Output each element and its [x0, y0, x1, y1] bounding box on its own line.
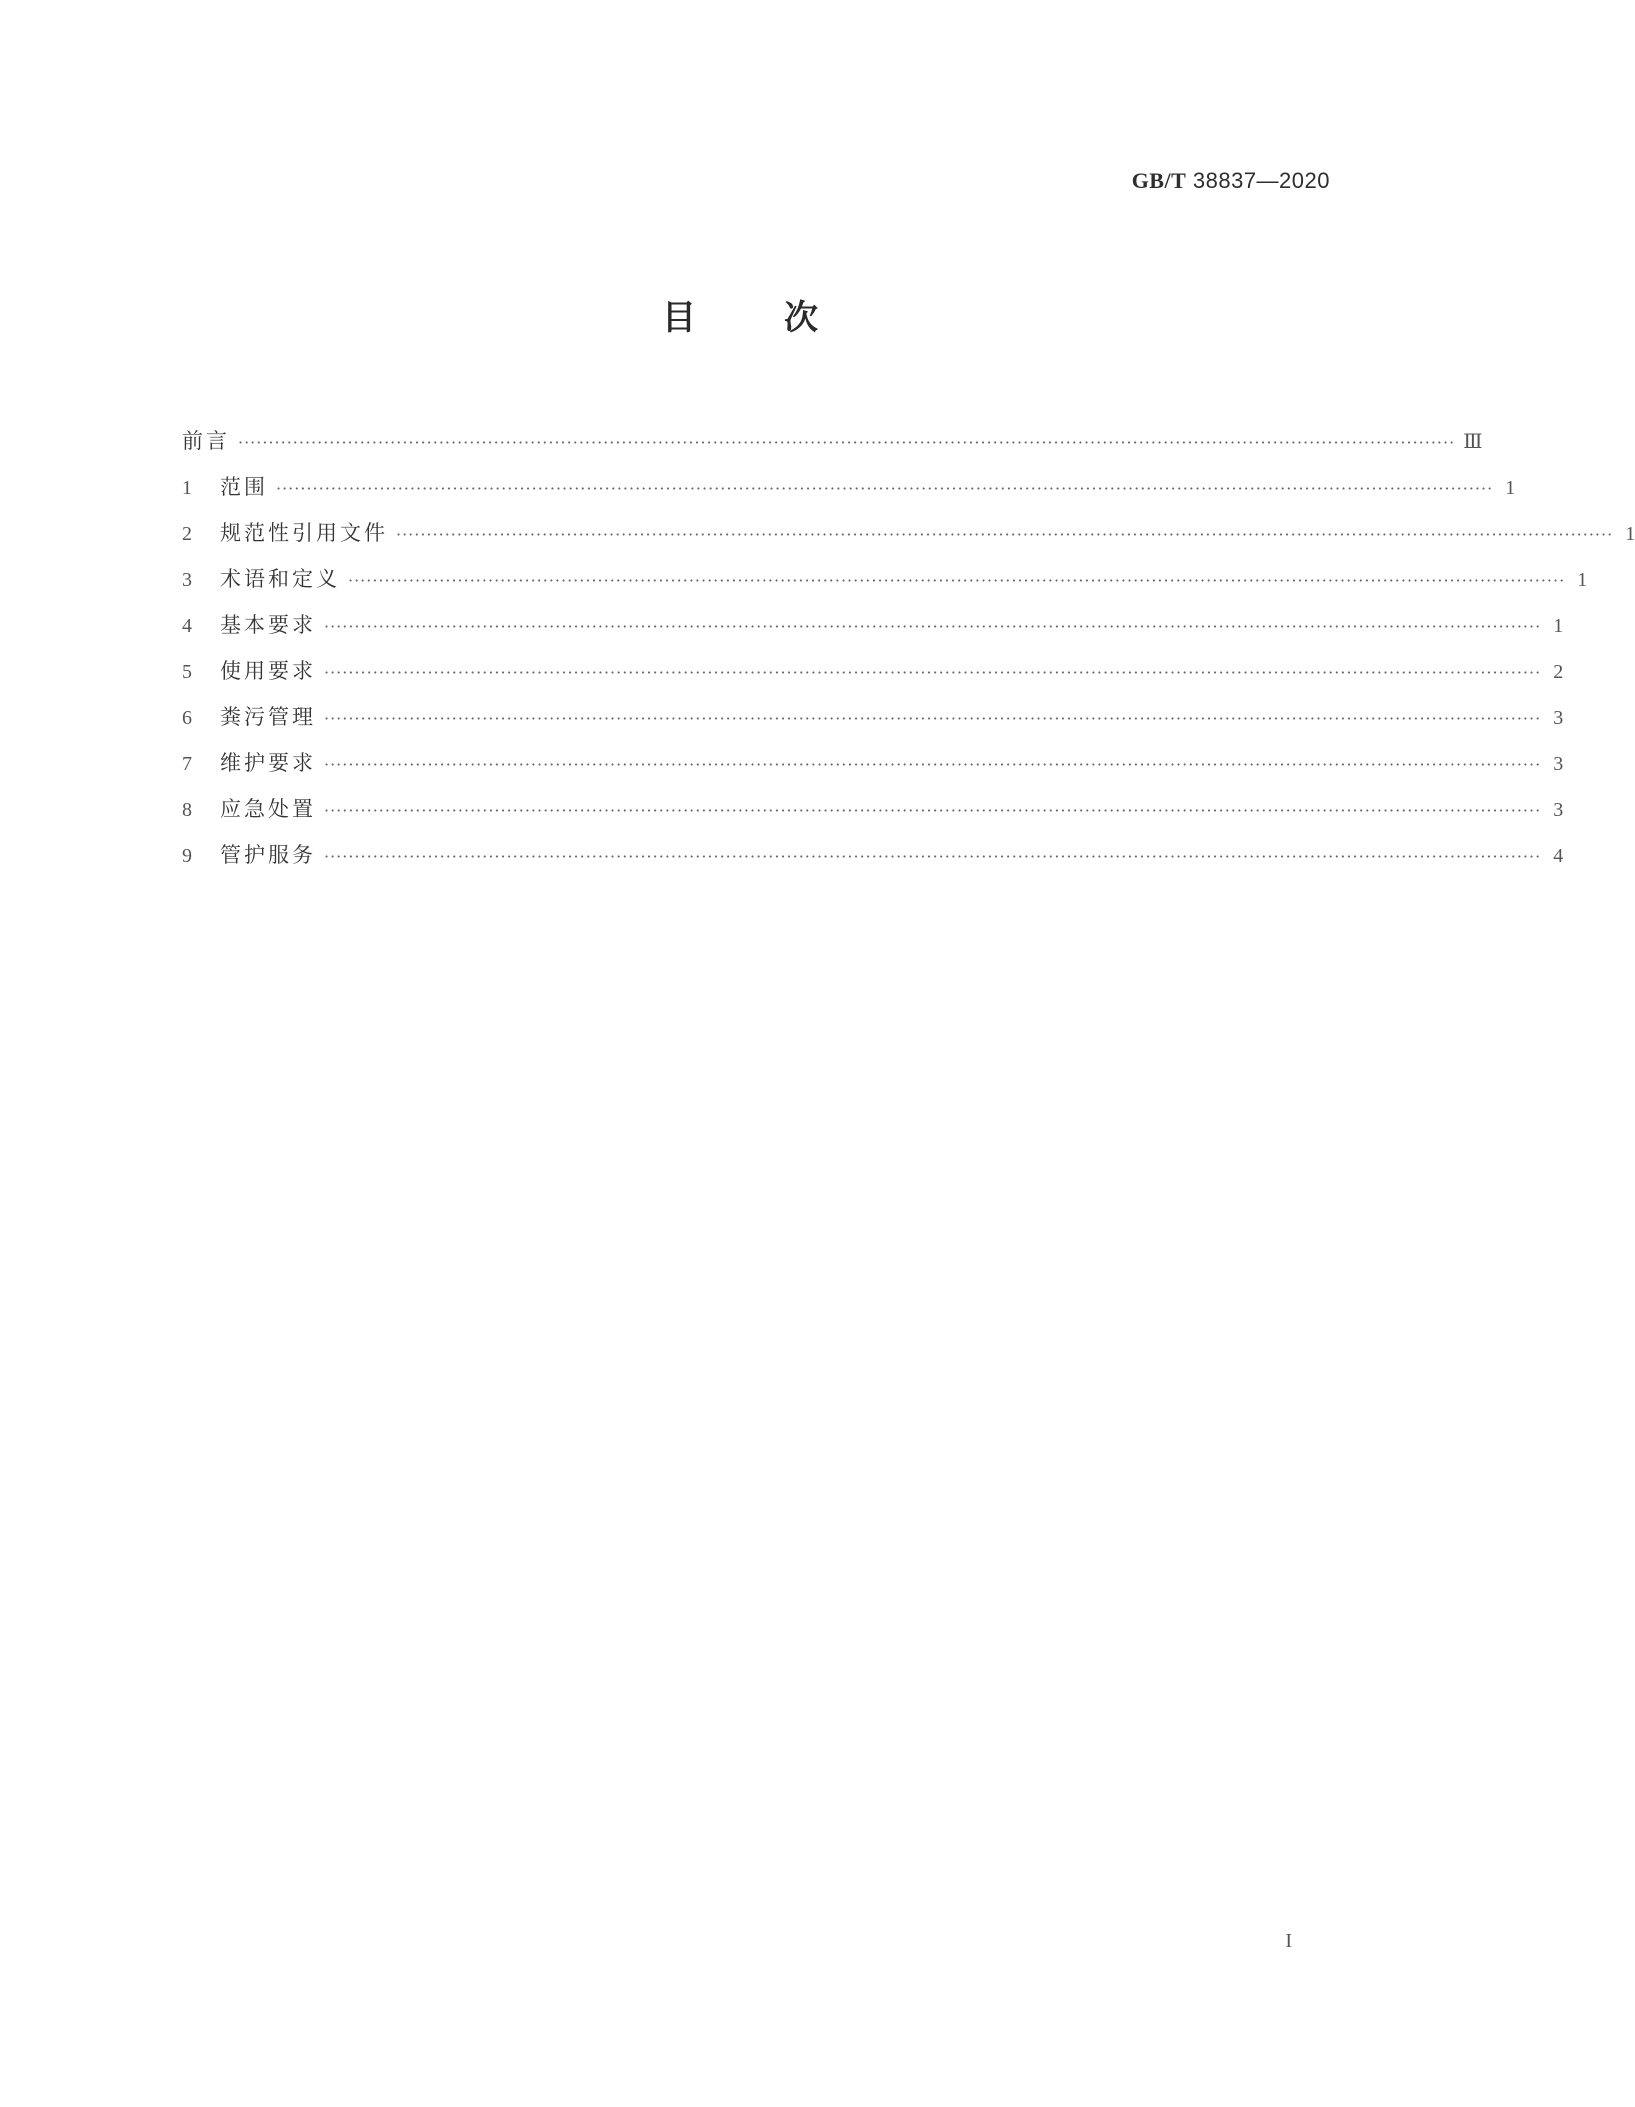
- toc-entry-label: 应急处置: [220, 797, 316, 821]
- toc-entry-waste-management[interactable]: [182, 694, 1564, 740]
- toc-entry-label: 管护服务: [220, 843, 316, 867]
- toc-entry-label: 维护要求: [220, 751, 316, 775]
- toc-leader: ········································································································································································································: [324, 617, 1542, 636]
- toc-entry-page: 3: [1553, 707, 1564, 729]
- toc-entry-foreword[interactable]: [182, 418, 1483, 464]
- standard-code: 38837—2020: [1186, 168, 1330, 193]
- standard-number: [1132, 168, 1330, 194]
- toc-entry-number: 5: [182, 661, 192, 683]
- toc-entry-number: 1: [182, 477, 192, 499]
- toc-leader: ········································································································································································································: [276, 479, 1494, 498]
- toc-leader: ········································································································································································································: [396, 525, 1614, 544]
- toc-entry-number: 9: [182, 845, 192, 867]
- toc-leader: ········································································································································································································: [324, 847, 1542, 866]
- toc-entry-scope[interactable]: [182, 464, 1516, 510]
- toc-entry-number: 6: [182, 707, 192, 729]
- toc-entry-page: 1: [1625, 523, 1635, 545]
- toc-entry-basic-requirements[interactable]: [182, 602, 1564, 648]
- toc-leader: ········································································································································································································: [324, 663, 1542, 682]
- page-title-char-2: 次: [784, 298, 820, 338]
- toc-leader: ········································································································································································································: [348, 571, 1566, 590]
- toc-entry-terms-definitions[interactable]: [182, 556, 1588, 602]
- toc-entry-label: 规范性引用文件: [220, 521, 388, 545]
- toc-entry-page: 3: [1553, 799, 1564, 821]
- toc-entry-management-services[interactable]: [182, 832, 1564, 878]
- toc-entry-page: 4: [1553, 845, 1564, 867]
- table-of-contents: [182, 418, 1635, 878]
- toc-entry-label: 前言: [182, 429, 230, 453]
- toc-entry-label: 基本要求: [220, 613, 316, 637]
- toc-entry-number: 8: [182, 799, 192, 821]
- toc-entry-usage-requirements[interactable]: [182, 648, 1564, 694]
- toc-entry-page: 1: [1577, 569, 1588, 591]
- toc-entry-number: 3: [182, 569, 192, 591]
- toc-entry-page: 3: [1553, 753, 1564, 775]
- toc-entry-number: 7: [182, 753, 192, 775]
- toc-leader: ········································································································································································································: [324, 801, 1542, 820]
- page-number: I: [1285, 1930, 1292, 1952]
- toc-entry-number: 4: [182, 615, 192, 637]
- toc-entry-label: 范围: [220, 475, 268, 499]
- toc-leader: ········································································································································································································: [238, 433, 1456, 452]
- standard-prefix: GB/T: [1131, 168, 1187, 193]
- toc-entry-number: 2: [182, 523, 192, 545]
- page-title: [0, 290, 1482, 339]
- page-title-char-1: 目: [662, 298, 698, 338]
- toc-entry-maintenance-requirements[interactable]: [182, 740, 1564, 786]
- toc-entry-normative-references[interactable]: [182, 510, 1635, 556]
- toc-entry-page: 1: [1553, 615, 1564, 637]
- toc-entry-label: 术语和定义: [220, 567, 340, 591]
- toc-entry-page: 1: [1505, 477, 1516, 499]
- toc-entry-page: 2: [1553, 661, 1564, 683]
- toc-entry-label: 粪污管理: [220, 705, 316, 729]
- toc-leader: ········································································································································································································: [324, 709, 1542, 728]
- toc-entry-page: Ⅲ: [1463, 431, 1483, 453]
- toc-leader: ········································································································································································································: [324, 755, 1542, 774]
- toc-entry-label: 使用要求: [220, 659, 316, 683]
- toc-entry-emergency-response[interactable]: [182, 786, 1564, 832]
